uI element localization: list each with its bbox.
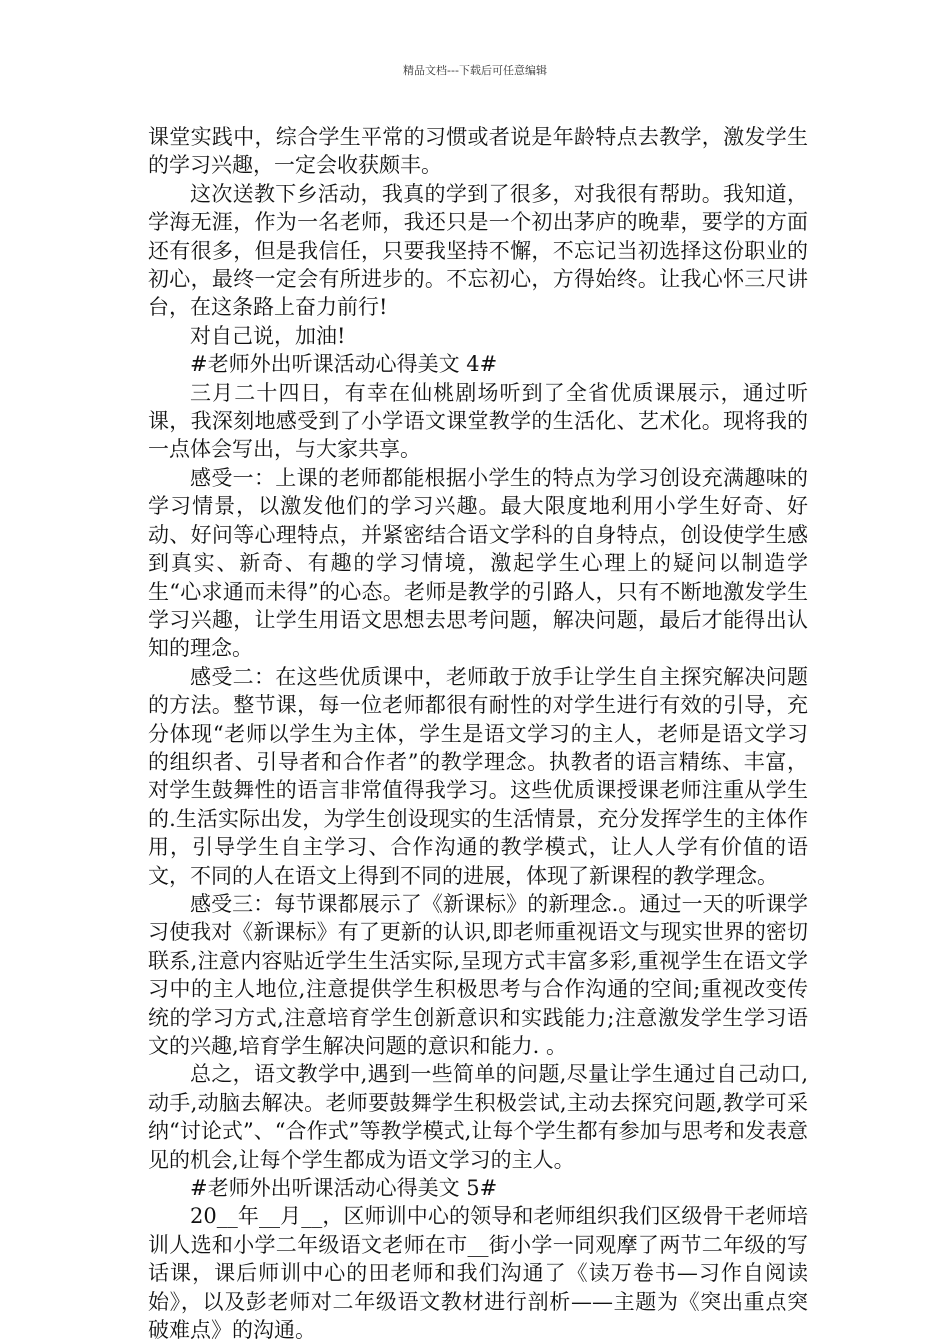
paragraph: 总之，语文教学中,遇到一些简单的问题,尽量让学生通过自己动口,动手,动脑去解决。老师要鼓舞学生积极尝试,主动去探究问题,教学可采纳“讨论式”、“合作式”等教学模式,让每个学生都有参加与思考和发表意见的机会,让每个学生都成为语文学习的主人。 [148, 1062, 808, 1172]
paragraph: 课堂实践中，综合学生平常的习惯或者说是年龄特点去教学，激发学生的学习兴趣，一定会收获颇丰。 [148, 125, 808, 178]
paragraph: 对自己说，加油! [190, 323, 346, 348]
paragraph: 感受三：每节课都展示了《新课标》的新理念.。通过一天的听课学习使我对《新课标》有了更新的认识,即老师重视语文与现实世界的密切联系,注意内容贴近学生生活实际,呈现方式丰富多彩,重视学生在语文学习中的主人地位,注意提供学生积极思考与合作沟通的空间;重视改变传统的学习方式,注意培育学生创新意识和实践能力;注意激发学生学习语文的兴趣,培育学生解决问题的意识和能力. 。 [148, 891, 808, 1058]
paragraph: 感受一：上课的老师都能根据小学生的特点为学习创设充满趣味的学习情景，以激发他们的学习兴趣。最大限度地利用小学生好奇、好动、好问等心理特点，并紧密结合语文学科的自身特点，创设使学生感到真实、新奇、有趣的学习情境，激起学生心理上的疑问以制造学生“心求通而未得”的心态。老师是教学的引路人，只有不断地激发学生学习兴趣，让学生用语文思想去思考问题，解决问题，最后才能得出认知的理念。 [148, 465, 808, 661]
paragraph: 三月二十四日，有幸在仙桃剧场听到了全省优质课展示，通过听课，我深刻地感受到了小学语文课堂教学的生活化、艺术化。现将我的一点体会写出，与大家共享。 [148, 380, 808, 462]
page-header: 精品文档---下载后可任意编辑 [403, 64, 547, 77]
paragraph: 感受二：在这些优质课中，老师敢于放手让学生自主探究解决问题的方法。整节课，每一位老师都很有耐性的对学生进行有效的引导，充分体现“老师以学生为主体，学生是语文学习的主人，老师是语文学习的组织者、引导者和合作者”的教学理念。执教者的语言精练、丰富，对学生鼓舞性的语言非常值得我学习。这些优质课授课老师注重从学生的.生活实际出发，为学生创设现实的生活情景，充分发挥学生的主体作用，引导学生自主学习、合作沟通的教学模式，让人人学有价值的语文，不同的人在语文上得到不同的进展，体现了新课程的教学理念。 [148, 664, 808, 888]
section-heading: #老师外出听课活动心得美文 4# [190, 352, 498, 377]
paragraph: 20__年__月__，区师训中心的领导和老师组织我们区级骨干老师培训人选和小学二年级语文老师在市__街小学一同观摩了两节二年级的写话课，课后师训中心的田老师和我们沟通了《读万卷书—习作自阅读始》，以及彭老师对二年级语文教材进行剖析——主题为《突出重点突破难点》的沟通。 [148, 1204, 808, 1343]
article-body [148, 123, 808, 1344]
paragraph: 这次送教下乡活动，我真的学到了很多，对我很有帮助。我知道，学海无涯，作为一名老师，我还只是一个初出茅庐的晚辈，要学的方面还有很多，但是我信任，只要我坚持不懈，不忘记当初选择这份职业的初心，最终一定会有所进步的。不忘初心，方得始终。让我心怀三尺讲台，在这条路上奋力前行! [148, 181, 808, 320]
section-heading: #老师外出听课活动心得美文 5# [190, 1176, 498, 1201]
